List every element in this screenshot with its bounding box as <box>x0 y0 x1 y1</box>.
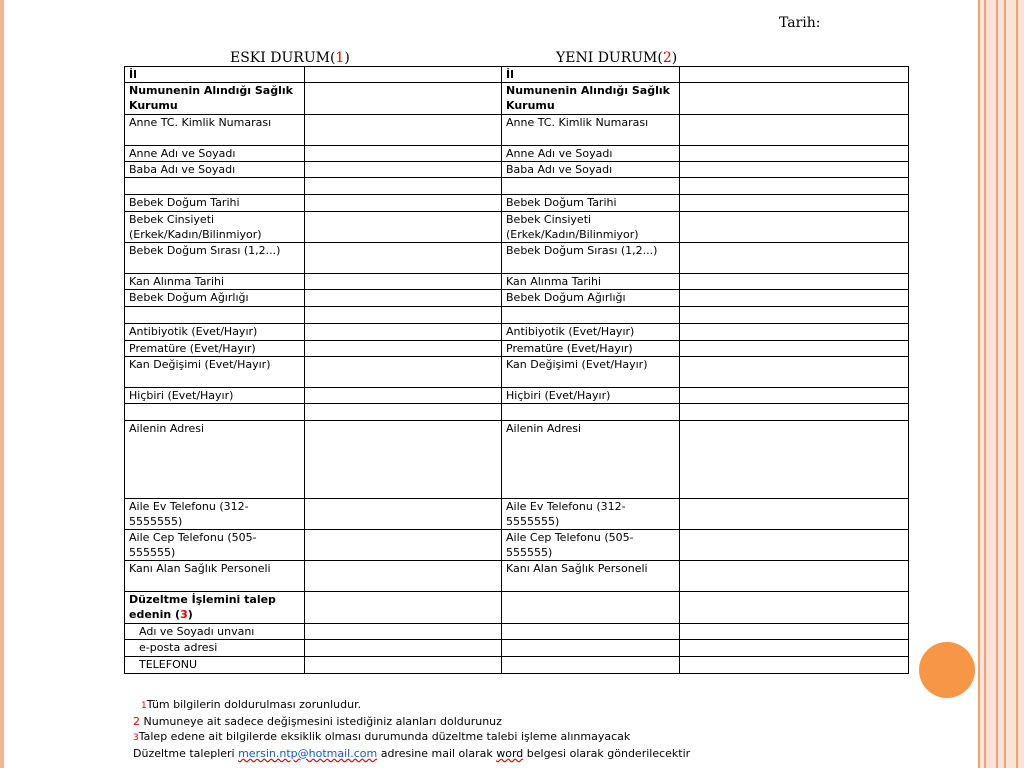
empty-cell <box>305 307 502 324</box>
field-label: Adı ve Soyadı unvanı <box>125 624 305 640</box>
new-value-cell[interactable] <box>680 274 909 290</box>
field-label: Kan Alınma Tarihi <box>125 274 305 290</box>
frame-stripe <box>996 0 998 768</box>
field-label: Bebek Doğum Sırası (1,2...) <box>125 243 305 274</box>
old-value-cell[interactable] <box>305 146 502 162</box>
footnote-2: 2 Numuneye ait sadece değişmesini istediğiniz alanları doldurunuz <box>133 715 502 728</box>
old-value-cell[interactable] <box>305 115 502 146</box>
field-label: Kan Değişimi (Evet/Hayır) <box>502 357 680 388</box>
empty-cell <box>502 624 680 640</box>
field-label: Anne TC. Kimlik Numarası <box>502 115 680 146</box>
new-value-cell[interactable] <box>680 421 909 499</box>
new-value-cell[interactable] <box>680 530 909 561</box>
table-row <box>125 290 909 307</box>
table-row <box>125 561 909 592</box>
new-value-cell[interactable] <box>680 243 909 274</box>
field-label: Bebek Cinsiyeti (Erkek/Kadın/Bilinmiyor) <box>502 212 680 243</box>
empty-cell <box>680 624 909 640</box>
table-row <box>125 640 909 657</box>
empty-cell <box>305 178 502 195</box>
old-status-title: ESKI DURUM(1) <box>230 50 350 66</box>
footnote-ref: 2 <box>133 715 140 728</box>
old-value-cell[interactable] <box>305 83 502 115</box>
empty-cell <box>502 657 680 674</box>
table-row <box>125 388 909 404</box>
email-link[interactable]: mersin.ntp@hotmail.com <box>238 747 378 760</box>
new-value-cell[interactable] <box>680 83 909 115</box>
field-label: Bebek Doğum Tarihi <box>125 195 305 212</box>
field-label: Antibiyotik (Evet/Hayır) <box>502 324 680 341</box>
new-value-cell[interactable] <box>680 290 909 307</box>
empty-cell <box>680 592 909 624</box>
empty-cell <box>502 307 680 324</box>
accent-circle <box>919 642 975 698</box>
field-label: Bebek Doğum Sırası (1,2...) <box>502 243 680 274</box>
field-label: Baba Adı ve Soyadı <box>502 162 680 178</box>
empty-cell <box>125 404 305 421</box>
old-value-cell[interactable] <box>305 421 502 499</box>
footnote-ref: 1 <box>141 701 147 711</box>
new-value-cell[interactable] <box>680 499 909 530</box>
field-label: Kan Alınma Tarihi <box>502 274 680 290</box>
field-label: Bebek Doğum Ağırlığı <box>125 290 305 307</box>
new-value-cell[interactable] <box>680 212 909 243</box>
old-value-cell[interactable] <box>305 290 502 307</box>
frame-stripe <box>978 0 980 768</box>
new-value-cell[interactable] <box>680 146 909 162</box>
footnote-ref: 1 <box>335 50 345 66</box>
word-text: word <box>496 747 524 760</box>
field-label: Hiçbiri (Evet/Hayır) <box>502 388 680 404</box>
table-row <box>125 324 909 341</box>
field-label: Prematüre (Evet/Hayır) <box>125 341 305 357</box>
frame-stripe <box>984 0 986 768</box>
empty-cell <box>502 178 680 195</box>
field-label: Aile Ev Telefonu (312-5555555) <box>125 499 305 530</box>
footnotes <box>133 697 913 761</box>
field-label: Bebek Doğum Tarihi <box>502 195 680 212</box>
empty-cell <box>680 404 909 421</box>
empty-cell <box>305 404 502 421</box>
field-label: İl <box>125 67 305 83</box>
new-value-cell[interactable] <box>680 357 909 388</box>
field-label: Numunenin Alındığı Sağlık Kurumu <box>125 83 305 115</box>
date-label: Tarih: <box>779 15 821 31</box>
old-value-cell[interactable] <box>305 499 502 530</box>
new-value-cell[interactable] <box>680 388 909 404</box>
field-label: İl <box>502 67 680 83</box>
field-label: Prematüre (Evet/Hayır) <box>502 341 680 357</box>
old-value-cell[interactable] <box>305 324 502 341</box>
footnote-4: Düzeltme talepleri mersin.ntp@hotmail.com adresine mail olarak word belgesi olarak gönderilecektir <box>133 747 691 760</box>
old-value-cell[interactable] <box>305 341 502 357</box>
old-value-cell[interactable] <box>305 274 502 290</box>
field-label: Anne TC. Kimlik Numarası <box>125 115 305 146</box>
table-row <box>125 195 909 212</box>
field-label: Anne Adı ve Soyadı <box>502 146 680 162</box>
old-value-cell[interactable] <box>305 162 502 178</box>
field-label: TELEFONU <box>125 657 305 674</box>
frame-stripe <box>1004 0 1006 768</box>
correction-form-table <box>124 66 909 674</box>
field-label: Antibiyotik (Evet/Hayır) <box>125 324 305 341</box>
old-value-cell[interactable] <box>305 357 502 388</box>
field-label: Bebek Doğum Ağırlığı <box>502 290 680 307</box>
old-value-cell[interactable] <box>305 561 502 592</box>
field-label: Ailenin Adresi <box>502 421 680 499</box>
requester-value-cell[interactable] <box>305 640 502 657</box>
field-label: Kan Değişimi (Evet/Hayır) <box>125 357 305 388</box>
table-row <box>125 162 909 178</box>
old-value-cell[interactable] <box>305 67 502 83</box>
table-row <box>125 83 909 115</box>
requester-section-label: Düzeltme İşlemini talep edenin (3) <box>125 592 305 624</box>
empty-cell <box>125 307 305 324</box>
table-row <box>125 592 909 624</box>
field-label: Bebek Cinsiyeti (Erkek/Kadın/Bilinmiyor) <box>125 212 305 243</box>
table-row <box>125 624 909 640</box>
table-row <box>125 67 909 83</box>
field-label: Kanı Alan Sağlık Personeli <box>125 561 305 592</box>
table-row <box>125 657 909 674</box>
empty-cell <box>502 592 680 624</box>
spacer-row <box>125 404 909 421</box>
footnote-ref: 3 <box>133 733 139 743</box>
new-value-cell[interactable] <box>680 341 909 357</box>
empty-cell <box>680 307 909 324</box>
spacer-row <box>125 307 909 324</box>
field-label: Anne Adı ve Soyadı <box>125 146 305 162</box>
old-value-cell[interactable] <box>305 592 502 624</box>
footnote-1: 1Tüm bilgilerin doldurulması zorunludur. <box>141 698 362 711</box>
requester-value-cell[interactable] <box>305 624 502 640</box>
footnote-3: 3Talep edene ait bilgilerde eksiklik olması durumunda düzeltme talebi işleme alınmayacak <box>133 730 631 743</box>
new-value-cell[interactable] <box>680 67 909 83</box>
new-status-title: YENI DURUM(2) <box>556 50 678 66</box>
field-label: Aile Ev Telefonu (312-5555555) <box>502 499 680 530</box>
table-row <box>125 243 909 274</box>
table-row <box>125 421 909 499</box>
table-row <box>125 115 909 146</box>
new-value-cell[interactable] <box>680 162 909 178</box>
spacer-row <box>125 178 909 195</box>
empty-cell <box>502 404 680 421</box>
old-value-cell[interactable] <box>305 530 502 561</box>
new-value-cell[interactable] <box>680 115 909 146</box>
table-row <box>125 146 909 162</box>
frame-stripe <box>1016 0 1018 768</box>
old-value-cell[interactable] <box>305 212 502 243</box>
table-row <box>125 357 909 388</box>
empty-cell <box>680 178 909 195</box>
new-value-cell[interactable] <box>680 561 909 592</box>
field-label: Baba Adı ve Soyadı <box>125 162 305 178</box>
field-label: e-posta adresi <box>125 640 305 657</box>
empty-cell <box>502 640 680 657</box>
empty-cell <box>125 178 305 195</box>
table-row <box>125 530 909 561</box>
old-value-cell[interactable] <box>305 195 502 212</box>
old-value-cell[interactable] <box>305 243 502 274</box>
new-value-cell[interactable] <box>680 324 909 341</box>
field-label: Kanı Alan Sağlık Personeli <box>502 561 680 592</box>
table-row <box>125 212 909 243</box>
field-label: Aile Cep Telefonu (505-555555) <box>125 530 305 561</box>
field-label: Aile Cep Telefonu (505-555555) <box>502 530 680 561</box>
table-row <box>125 341 909 357</box>
field-label: Hiçbiri (Evet/Hayır) <box>125 388 305 404</box>
requester-value-cell[interactable] <box>305 657 502 674</box>
footnote-ref: 3 <box>180 608 188 621</box>
table-row <box>125 499 909 530</box>
field-label: Numunenin Alındığı Sağlık Kurumu <box>502 83 680 115</box>
slide-frame-left <box>0 0 4 768</box>
footnote-ref: 2 <box>662 50 672 66</box>
field-label: Ailenin Adresi <box>125 421 305 499</box>
table-row <box>125 274 909 290</box>
empty-cell <box>680 640 909 657</box>
new-value-cell[interactable] <box>680 195 909 212</box>
old-value-cell[interactable] <box>305 388 502 404</box>
empty-cell <box>680 657 909 674</box>
